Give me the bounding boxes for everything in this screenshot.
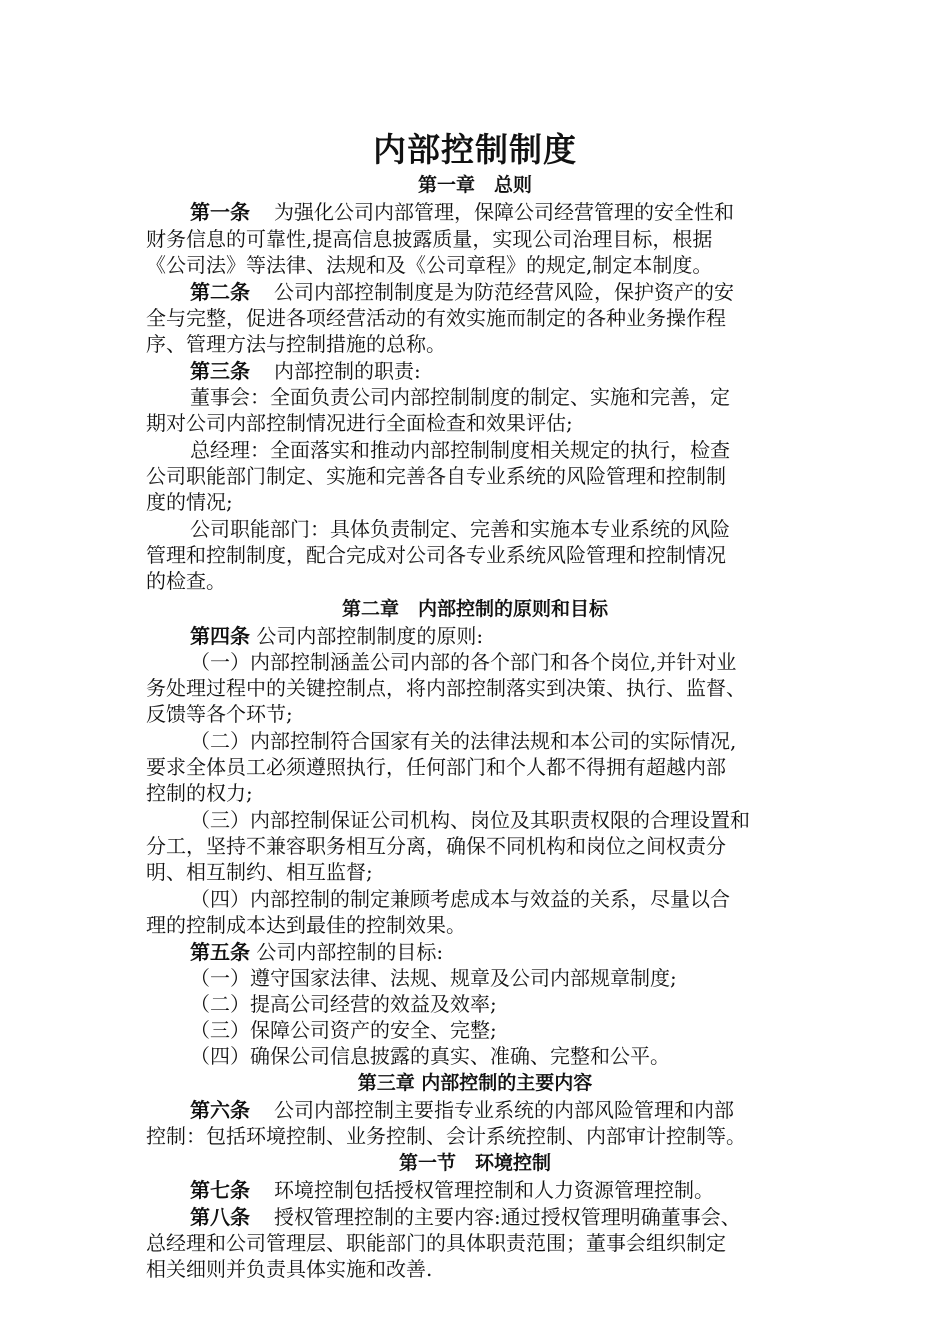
document-title: 内部控制制度 — [373, 130, 577, 169]
article-8-line-1: 第八条 授权管理控制的主要内容:通过授权管理明确董事会、 — [190, 1205, 741, 1229]
article-2-line-1: 第二条 公司内部控制制度是为防范经营风险，保护资产的安 — [190, 280, 734, 304]
article-5-line-3: （二）提高公司经营的效益及效率; — [190, 992, 497, 1016]
article-5-label: 第五条 — [190, 940, 250, 964]
article-3-line-7: 公司职能部门：具体负责制定、完善和实施本专业系统的风险 — [190, 517, 730, 541]
article-6-line-1: 第六条 公司内部控制主要指专业系统的内部风险管理和内部 — [190, 1098, 734, 1122]
article-1-line-1: 第一条 为强化公司内部管理，保障公司经营管理的安全性和 — [190, 200, 734, 224]
article-4-line-4: 反馈等各个环节; — [146, 702, 293, 726]
article-2-line-2: 全与完整，促进各项经营活动的有效实施而制定的各种业务操作程 — [146, 306, 726, 330]
section-1-heading: 第一节 环境控制 — [398, 1152, 551, 1174]
article-3-line-3: 期对公司内部控制情况进行全面检查和效果评估; — [146, 411, 573, 435]
article-5-line-5: （四）确保公司信息披露的真实、准确、完整和公平。 — [190, 1044, 670, 1068]
article-5-line-1: 第五条 公司内部控制的目标: — [190, 940, 444, 964]
article-4-label: 第四条 — [190, 624, 250, 648]
article-2-line-3: 序、管理方法与控制措施的总称。 — [146, 332, 446, 356]
chapter-3-heading: 第三章 内部控制的主要内容 — [357, 1072, 593, 1094]
article-4-line-8: （三）内部控制保证公司机构、岗位及其职责权限的合理设置和 — [190, 808, 750, 832]
article-4-line-12: 理的控制成本达到最佳的控制效果。 — [146, 913, 466, 937]
article-7-line-1: 第七条 环境控制包括授权管理控制和人力资源管理控制。 — [190, 1178, 714, 1202]
article-6-label: 第六条 — [190, 1098, 250, 1122]
chapter-1-heading: 第一章 总则 — [417, 174, 532, 196]
article-1-line-3: 《公司法》等法律、法规和及《公司章程》的规定,制定本制度。 — [146, 253, 713, 277]
article-4-line-7: 控制的权力; — [146, 781, 253, 805]
chapter-2-heading: 第二章 内部控制的原则和目标 — [341, 598, 608, 620]
article-3-label: 第三条 — [190, 359, 250, 383]
article-1-label: 第一条 — [190, 200, 250, 224]
article-3-line-4: 总经理：全面落实和推动内部控制制度相关规定的执行，检查 — [190, 438, 730, 462]
article-8-line-2: 总经理和公司管理层、职能部门的具体职责范围；董事会组织制定 — [146, 1231, 726, 1255]
article-5-line-2: （一）遵守国家法律、法规、规章及公司内部规章制度; — [190, 966, 677, 990]
article-3-line-9: 的检查。 — [146, 569, 226, 593]
article-1-line-2: 财务信息的可靠性,提高信息披露质量，实现公司治理目标，根据 — [146, 227, 713, 251]
article-4-line-3: 务处理过程中的关键控制点，将内部控制落实到决策、执行、监督、 — [146, 676, 746, 700]
article-4-line-5: （二）内部控制符合国家有关的法律法规和本公司的实际情况, — [190, 729, 737, 753]
article-8-line-3: 相关细则并负责具体实施和改善. — [146, 1257, 433, 1281]
article-3-line-1: 第三条 内部控制的职责: — [190, 359, 421, 383]
article-4-line-10: 明、相互制约、相互监督; — [146, 860, 373, 884]
article-4-line-2: （一）内部控制涵盖公司内部的各个部门和各个岗位,并针对业 — [190, 650, 737, 674]
article-4-line-6: 要求全体员工必须遵照执行，任何部门和个人都不得拥有超越内部 — [146, 755, 726, 779]
article-3-line-6: 度的情况; — [146, 490, 233, 514]
article-2-label: 第二条 — [190, 280, 250, 304]
article-3-line-5: 公司职能部门制定、实施和完善各自专业系统的风险管理和控制制 — [146, 464, 726, 488]
article-5-line-4: （三）保障公司资产的安全、完整; — [190, 1018, 497, 1042]
article-7-label: 第七条 — [190, 1178, 250, 1202]
article-4-line-11: （四）内部控制的制定兼顾考虑成本与效益的关系，尽量以合 — [190, 887, 730, 911]
article-4-line-9: 分工，坚持不兼容职务相互分离，确保不同机构和岗位之间权责分 — [146, 834, 726, 858]
article-3-line-2: 董事会：全面负责公司内部控制制度的制定、实施和完善，定 — [190, 385, 730, 409]
article-8-label: 第八条 — [190, 1205, 250, 1229]
article-4-line-1: 第四条 公司内部控制制度的原则: — [190, 624, 484, 648]
article-3-line-8: 管理和控制制度，配合完成对公司各专业系统风险管理和控制情况 — [146, 543, 726, 567]
article-6-line-2: 控制：包括环境控制、业务控制、会计系统控制、内部审计控制等。 — [146, 1124, 746, 1148]
